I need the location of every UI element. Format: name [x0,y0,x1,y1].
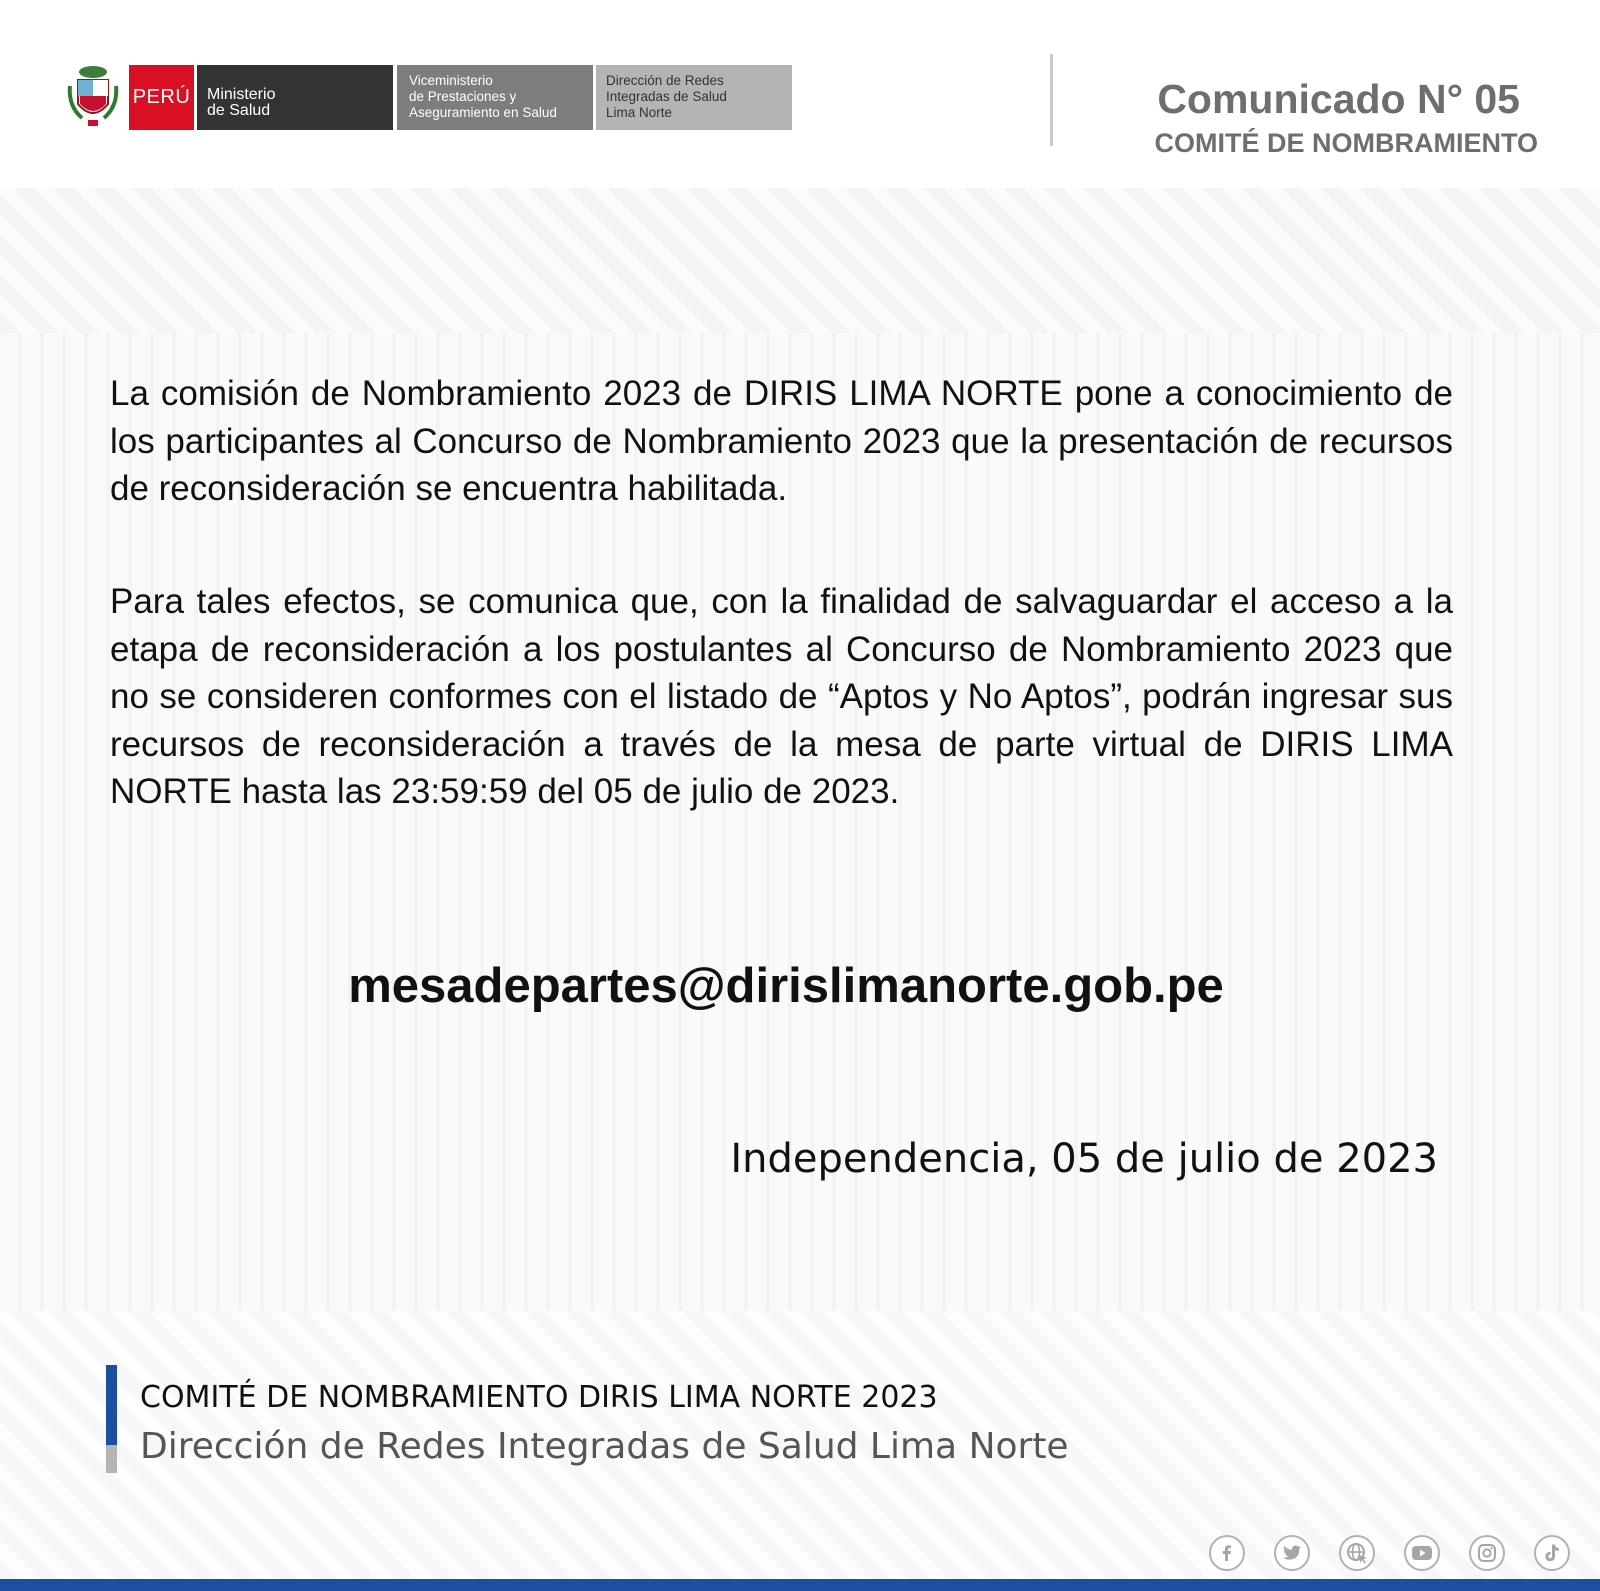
minsa-line-1: Ministerio [207,86,276,103]
decorative-pattern-top [0,188,1600,333]
twitter-icon[interactable] [1274,1535,1310,1571]
contact-email[interactable]: mesadepartes@dirislimanorte.gob.pe [348,959,1224,1013]
paragraph-2: Para tales efectos, se comunica que, con la finalidad de salvaguardar el acceso a la etapa de reconsideración a los postulantes al Concurso de Nombramiento 2023 que no se consideren conformes con el listado de “Aptos y No Aptos”, podrán ingresar sus recursos de reconsideración a través de la mesa de parte virtual de DIRIS LIMA NORTE hasta las 23:59:59 del 05 de julio de 2023. [110,582,1453,811]
facebook-icon[interactable] [1209,1535,1245,1571]
footer-committee-name: COMITÉ DE NOMBRAMIENTO DIRIS LIMA NORTE 2023 [140,1380,938,1415]
viceministerio-block [397,65,593,130]
footer-bottom-bar [0,1579,1600,1591]
minsa-line-2: de Salud [207,102,271,119]
header [0,0,1600,188]
youtube-icon[interactable] [1404,1535,1440,1571]
vice-line-1: Viceministerio [409,73,493,88]
coat-of-arms-icon [66,62,120,130]
dir-line-1: Dirección de Redes [606,73,724,88]
peru-logo-block [129,65,194,130]
web-icon[interactable] [1339,1535,1375,1571]
peru-label: PERÚ [132,86,191,108]
ministerio-salud-block [197,65,393,130]
header-divider [1050,54,1053,146]
vice-line-2: de Prestaciones y [409,89,517,104]
footer-accent-blue [106,1365,117,1445]
footer-accent-gray [106,1445,117,1473]
tiktok-icon[interactable] [1534,1535,1570,1571]
direccion-block [596,65,792,130]
comunicado-subtitle: COMITÉ DE NOMBRAMIENTO [1154,128,1538,158]
dir-line-3: Lima Norte [606,105,673,120]
place-date: Independencia, 05 de julio de 2023 [730,1136,1438,1182]
paragraph-1: La comisión de Nombramiento 2023 de DIRIS LIMA NORTE pone a conocimiento de los participantes al Concurso de Nombramiento 2023 que la presentación de recursos de reconsideración se encuentra habilitada. [110,374,1453,508]
footer-organization-name: Dirección de Redes Integradas de Salud Lima Norte [140,1426,1069,1467]
instagram-icon[interactable] [1469,1535,1505,1571]
comunicado-title: Comunicado N° 05 [1157,76,1520,122]
dir-line-2: Integradas de Salud [606,89,727,104]
vice-line-3: Aseguramiento en Salud [409,105,557,120]
